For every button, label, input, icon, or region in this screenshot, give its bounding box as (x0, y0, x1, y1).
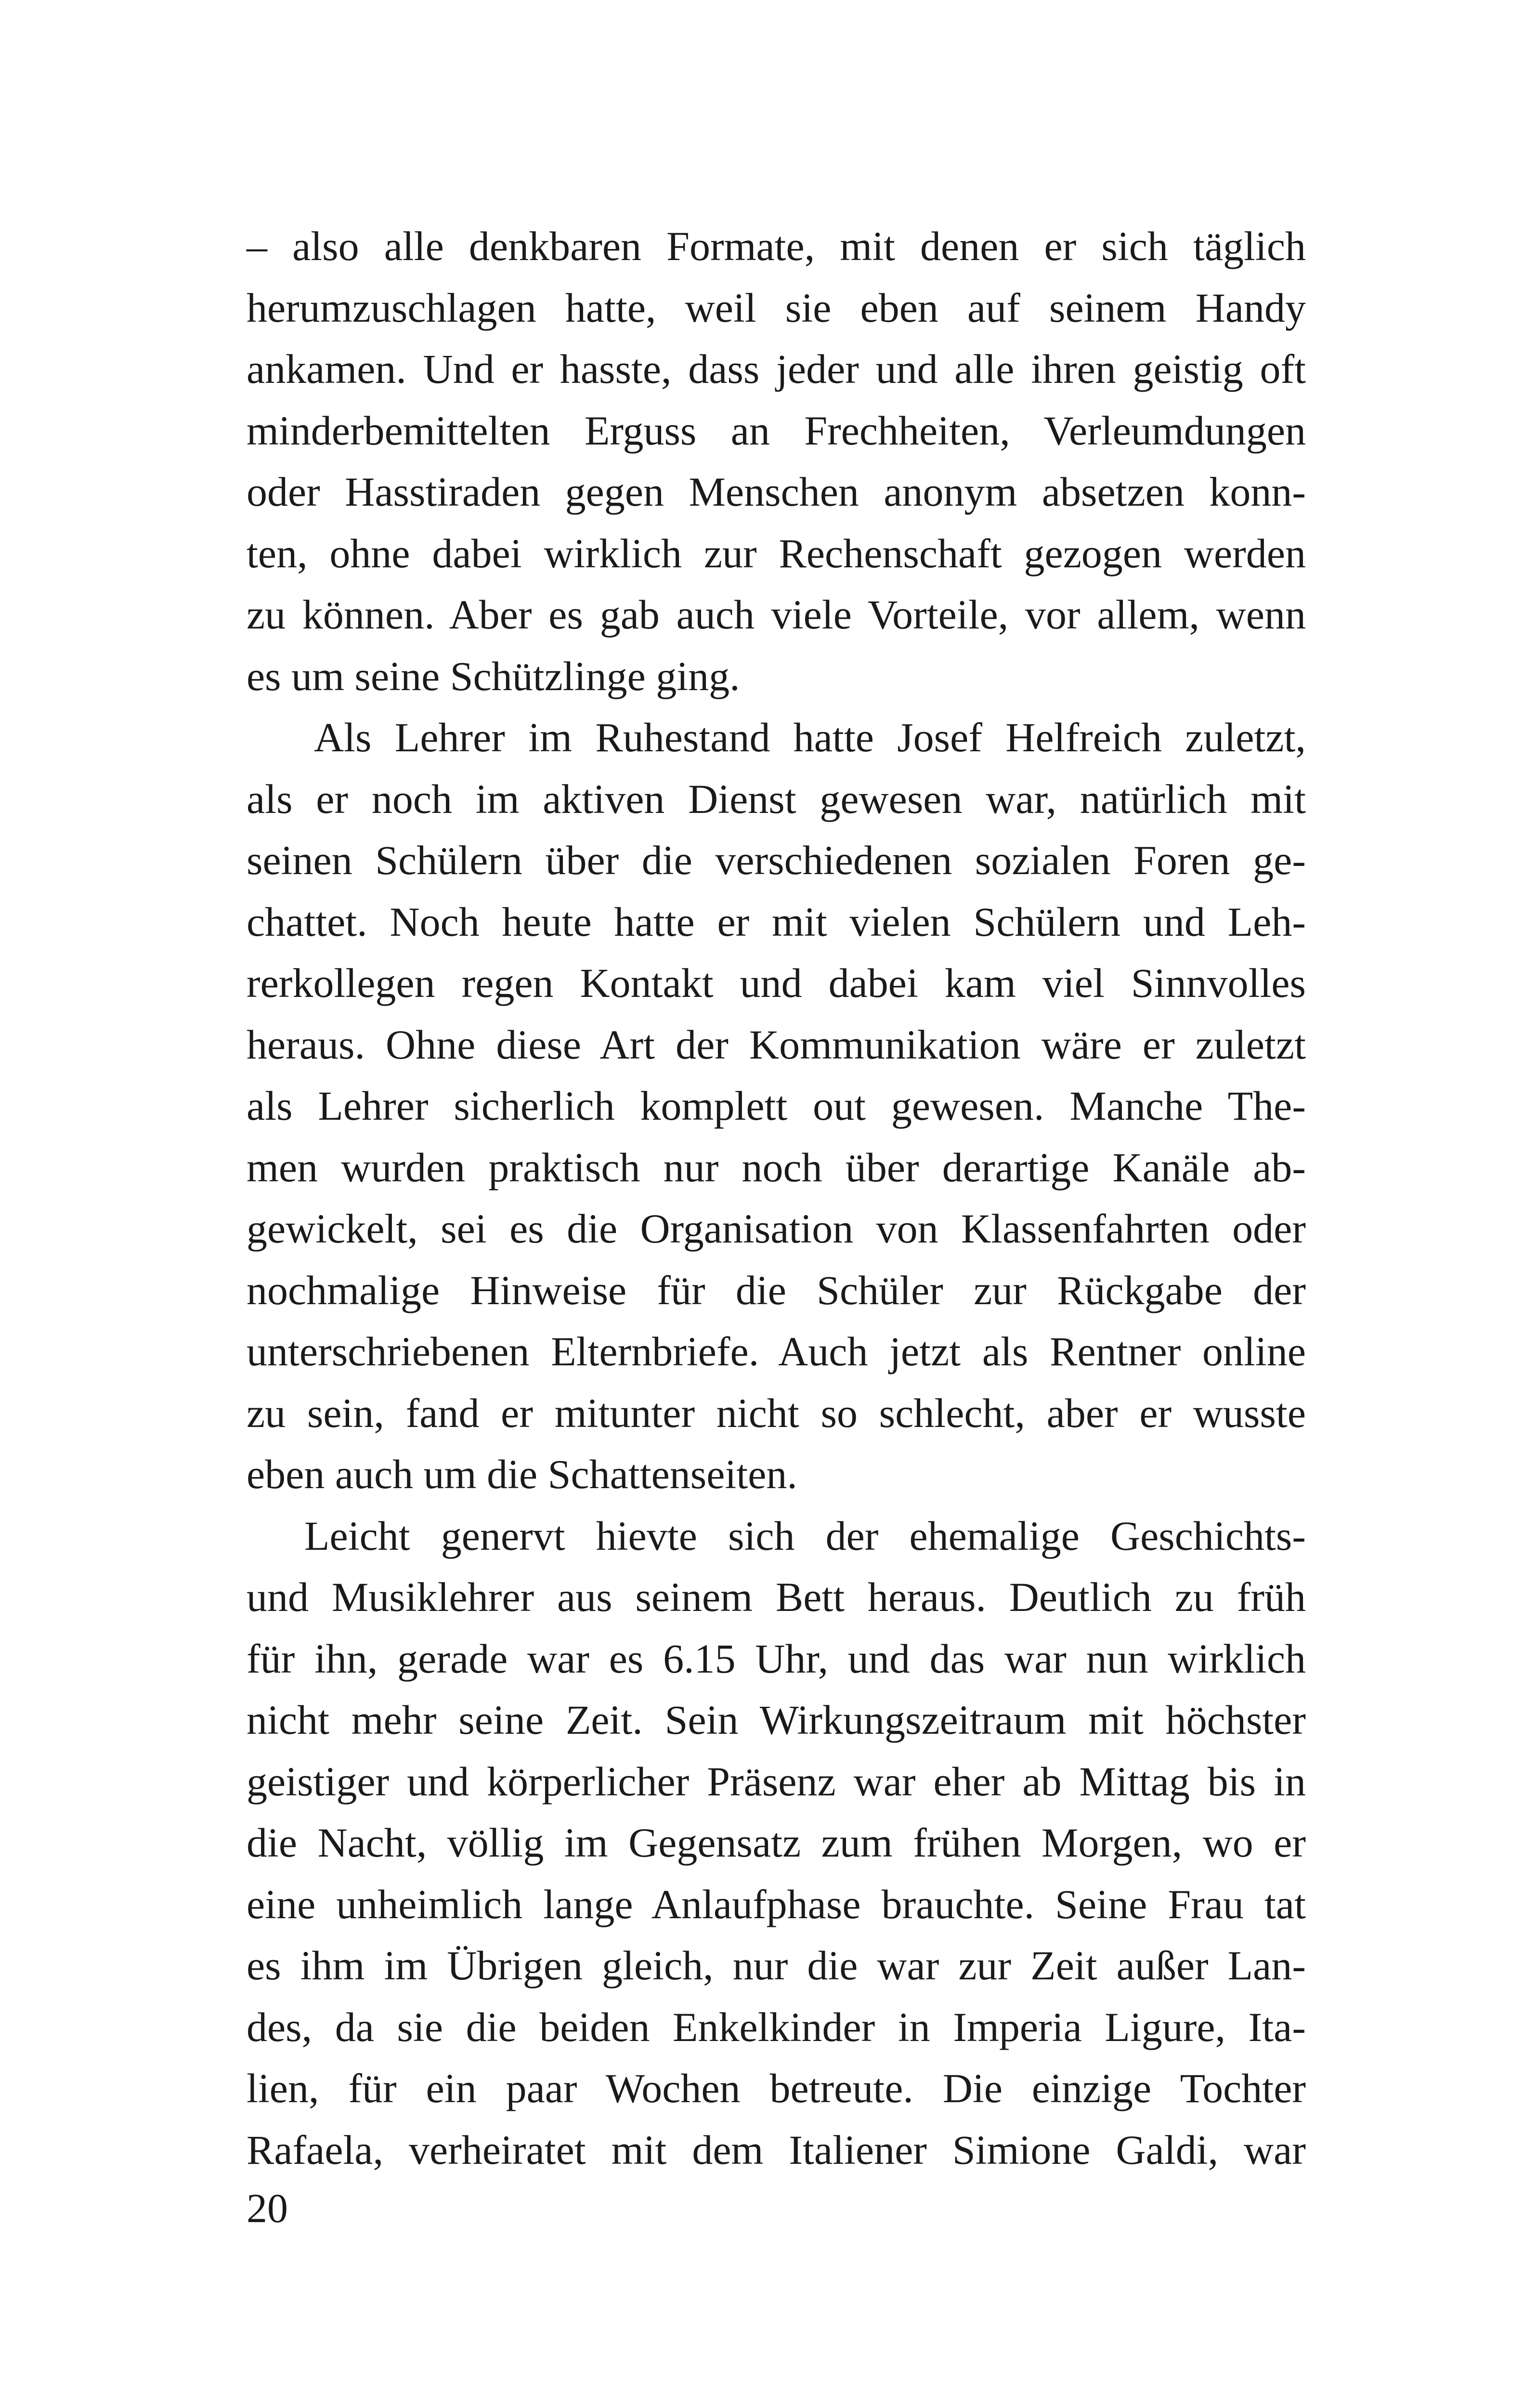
text-line: als Lehrer sicherlich komplett out gewesen. Manche The- (247, 1083, 1306, 1129)
text-line: heraus. Ohne diese Art der Kommunikation wäre er zuletzt (247, 1021, 1306, 1068)
text-line: und Musiklehrer aus seinem Bett heraus. Deutlich zu früh (247, 1574, 1306, 1620)
text-line: – also alle denkbaren Formate, mit denen er sich täglich (247, 223, 1306, 269)
text-line: minderbemittelten Erguss an Frechheiten, Verleumdungen (247, 407, 1306, 454)
text-line: unterschriebenen Elternbriefe. Auch jetzt als Rentner online (247, 1328, 1306, 1374)
text-line: Rafaela, verheiratet mit dem Italiener Simione Galdi, war (247, 2126, 1306, 2173)
text-line: gewickelt, sei es die Organisation von Klassenfahrten oder (247, 1205, 1306, 1252)
text-line: die Nacht, völlig im Gegensatz zum frühen Morgen, wo er (247, 1819, 1306, 1866)
text-line: ten, ohne dabei wirklich zur Rechenschaft gezogen werden (247, 530, 1306, 576)
text-line: des, da sie die beiden Enkelkinder in Imperia Ligure, Ita- (247, 2003, 1306, 2050)
text-line: ankamen. Und er hasste, dass jeder und alle ihren geistig oft (247, 346, 1306, 392)
text-line: es um seine Schützlinge ging. (247, 653, 740, 699)
text-line: rerkollegen regen Kontakt und dabei kam viel Sinnvolles (247, 960, 1306, 1006)
page-number: 20 (247, 2185, 288, 2231)
text-line: eine unheimlich lange Anlaufphase brauchte. Seine Frau tat (247, 1881, 1306, 1927)
text-line: eben auch um die Schattenseiten. (247, 1451, 797, 1497)
body-text (247, 216, 1306, 2181)
text-line: Als Lehrer im Ruhestand hatte Josef Helfreich zuletzt, (314, 714, 1306, 760)
text-line: chattet. Noch heute hatte er mit vielen Schülern und Leh- (247, 898, 1306, 945)
text-line: Leicht genervt hievte sich der ehemalige Geschichts- (304, 1512, 1306, 1559)
text-line: zu können. Aber es gab auch viele Vorteile, vor allem, wenn (247, 591, 1306, 638)
text-line: als er noch im aktiven Dienst gewesen war, natürlich mit (247, 775, 1306, 822)
text-line: nicht mehr seine Zeit. Sein Wirkungszeitraum mit höchster (247, 1697, 1306, 1743)
text-line: geistiger und körperlicher Präsenz war eher ab Mittag bis in (247, 1758, 1306, 1805)
text-line: zu sein, fand er mitunter nicht so schlecht, aber er wusste (247, 1389, 1306, 1436)
text-line: es ihm im Übrigen gleich, nur die war zur Zeit außer Lan- (247, 1942, 1306, 1989)
text-line: seinen Schülern über die verschiedenen sozialen Foren ge- (247, 837, 1306, 883)
text-line: herumzuschlagen hatte, weil sie eben auf seinem Handy (247, 284, 1306, 331)
text-line: oder Hasstiraden gegen Menschen anonym absetzen konn- (247, 469, 1306, 515)
text-line: nochmalige Hinweise für die Schüler zur Rückgabe der (247, 1267, 1306, 1313)
text-line: men wurden praktisch nur noch über derartige Kanäle ab- (247, 1144, 1306, 1191)
text-line: lien, für ein paar Wochen betreute. Die einzige Tochter (247, 2065, 1306, 2111)
text-line: für ihn, gerade war es 6.15 Uhr, und das war nun wirklich (247, 1635, 1306, 1682)
